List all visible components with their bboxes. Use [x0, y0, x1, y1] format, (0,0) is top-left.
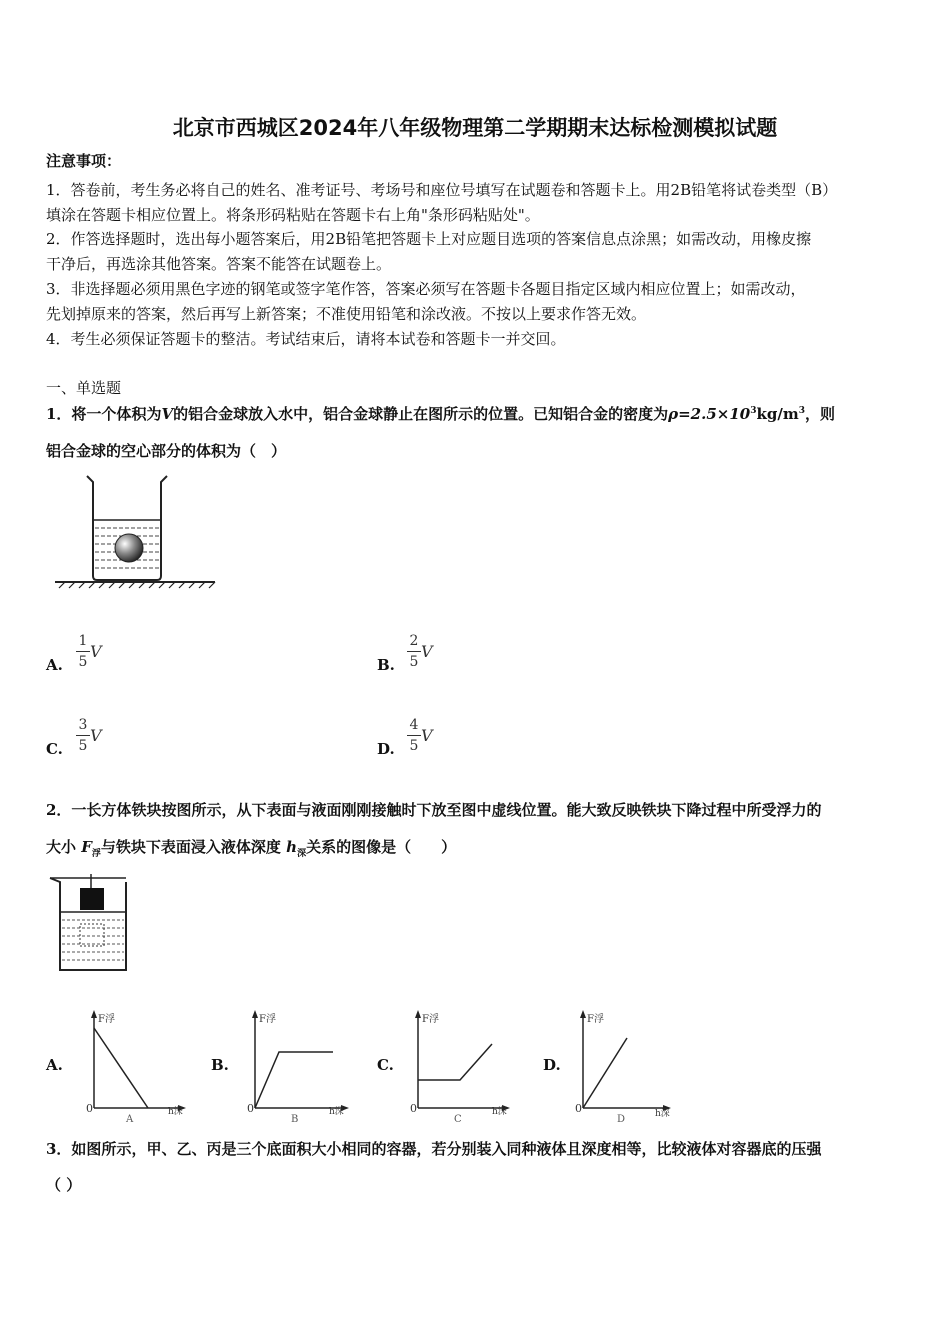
graph-origin: 0 [410, 1102, 417, 1115]
graph-caption: B [291, 1114, 299, 1125]
q2-text-line2 [46, 836, 456, 859]
q1-option-b-var: V [421, 642, 433, 661]
q1-text-line1 [46, 403, 835, 424]
q1-option-d-var: V [421, 726, 433, 745]
notice-line: 3．非选择题必须用黑色字迹的钢笔或签字笔作答，答案必须写在答题卡各题目指定区域内相应位置上；如需改动， [46, 280, 806, 298]
fraction-numerator: 1 [78, 633, 88, 649]
q3-text-line2: （ ） [46, 1176, 82, 1194]
graph-x-label: h深 [329, 1107, 344, 1117]
q3-text-line1: 3．如图所示，甲、乙、丙是三个底面积大小相同的容器，若分别装入同种液体且深度相等，比较液体对容器底的压强 [46, 1140, 822, 1158]
q2-text-line1: 2．一长方体铁块按图所示，从下表面与液面刚刚接触时下放至图中虚线位置。能大致反映铁块下降过程中所受浮力的 [46, 801, 822, 819]
q1-option-a-letter[interactable]: A. [46, 656, 63, 674]
page-title: 北京市西城区2024年八年级物理第二学期期末达标检测模拟试题 [172, 116, 778, 140]
q1-text-line2: 铝合金球的空心部分的体积为（ ） [46, 442, 287, 460]
q2-text-b: 与铁块下表面浸入液体深度 [100, 838, 281, 856]
q2-option-b-letter[interactable]: B. [211, 1056, 229, 1074]
graph-caption: A [126, 1114, 134, 1125]
graph-caption: D [617, 1114, 626, 1125]
fraction-numerator: 4 [409, 717, 419, 733]
q1-unit-exp: 3 [798, 406, 805, 416]
q1-option-d-letter[interactable]: D. [377, 740, 395, 758]
graph-origin: 0 [86, 1102, 93, 1115]
q1-text-end: ，则 [804, 405, 835, 423]
q2-option-d-letter[interactable]: D. [543, 1056, 561, 1074]
graph-y-label: F浮 [587, 1014, 604, 1025]
q1-option-a-var: V [90, 642, 102, 661]
q1-unit: kg/m [756, 405, 799, 423]
graph-y-label: F浮 [259, 1014, 276, 1025]
notice-line: 4．考生必须保证答题卡的整洁。考试结束后，请将本试卷和答题卡一并交回。 [46, 330, 566, 348]
q1-option-c-var: V [90, 726, 102, 745]
q2-var-h: h [286, 838, 298, 856]
q2-var-f-sub: 浮 [91, 849, 101, 859]
fraction-denominator: 5 [409, 654, 419, 670]
notice-line: 2．作答选择题时，选出每小题答案后，用2B铅笔把答题卡上对应题目选项的答案信息点涂黑；如需改动，用橡皮擦 [46, 230, 812, 248]
notice-heading: 注意事项： [46, 152, 122, 170]
q1-density-exp: 3 [750, 406, 757, 416]
notice-line: 1．答卷前，考生务必将自己的姓名、准考证号、考场号和座位号填写在试题卷和答题卡上。用2B铅笔将试卷类型（B） [46, 181, 838, 199]
notice-line: 填涂在答题卡相应位置上。将条形码粘贴在答题卡右上角"条形码粘贴处"。 [46, 206, 540, 224]
q1-text-b: 的铝合金球放入水中，铝合金球静止在图所示的位置。已知铝合金的密度为 [173, 405, 669, 423]
q1-option-c-fraction[interactable] [76, 716, 90, 755]
graph-origin: 0 [247, 1102, 254, 1115]
q2-beaker-figure [48, 874, 133, 976]
q2-var-f: F [81, 838, 92, 856]
q1-option-d-fraction[interactable] [407, 716, 421, 755]
q2-graph-a[interactable] [82, 1008, 192, 1125]
graph-x-label: h深 [492, 1107, 507, 1117]
q2-text-c: 关系的图像是（ ） [306, 838, 457, 856]
q2-graph-b[interactable] [241, 1008, 361, 1125]
notice-line: 先划掉原来的答案，然后再写上新答案；不准使用铅笔和涂改液。不按以上要求作答无效。 [46, 305, 647, 323]
fraction-denominator: 5 [409, 738, 419, 754]
fraction-numerator: 3 [78, 717, 88, 733]
fraction-denominator: 5 [78, 654, 88, 670]
q2-text-a: 大小 [46, 838, 77, 856]
graph-caption: C [454, 1114, 462, 1125]
q2-graph-c[interactable] [406, 1008, 526, 1125]
graph-origin: 0 [575, 1102, 582, 1115]
q1-option-a-fraction[interactable] [76, 632, 90, 671]
q1-var-v: V [161, 405, 174, 423]
graph-x-label: h深 [655, 1109, 670, 1119]
graph-x-label: h深 [168, 1107, 183, 1117]
graph-y-label: F浮 [98, 1014, 115, 1025]
q1-beaker-figure [55, 470, 220, 595]
q1-option-b-fraction[interactable] [407, 632, 421, 671]
fraction-denominator: 5 [78, 738, 88, 754]
q1-option-b-letter[interactable]: B. [377, 656, 395, 674]
section-heading: 一、单选题 [46, 379, 122, 397]
fraction-numerator: 2 [409, 633, 419, 649]
graph-y-label: F浮 [422, 1014, 439, 1025]
q2-option-a-letter[interactable]: A. [46, 1056, 63, 1074]
q2-graph-d[interactable] [571, 1008, 681, 1125]
q1-density: ρ=2.5×10 [668, 405, 751, 423]
q2-option-c-letter[interactable]: C. [377, 1056, 394, 1074]
notice-line: 干净后，再选涂其他答案。答案不能答在试题卷上。 [46, 255, 392, 273]
q1-option-c-letter[interactable]: C. [46, 740, 63, 758]
q2-var-h-sub: 深 [297, 849, 307, 859]
q1-text-a: 1．将一个体积为 [46, 405, 162, 423]
